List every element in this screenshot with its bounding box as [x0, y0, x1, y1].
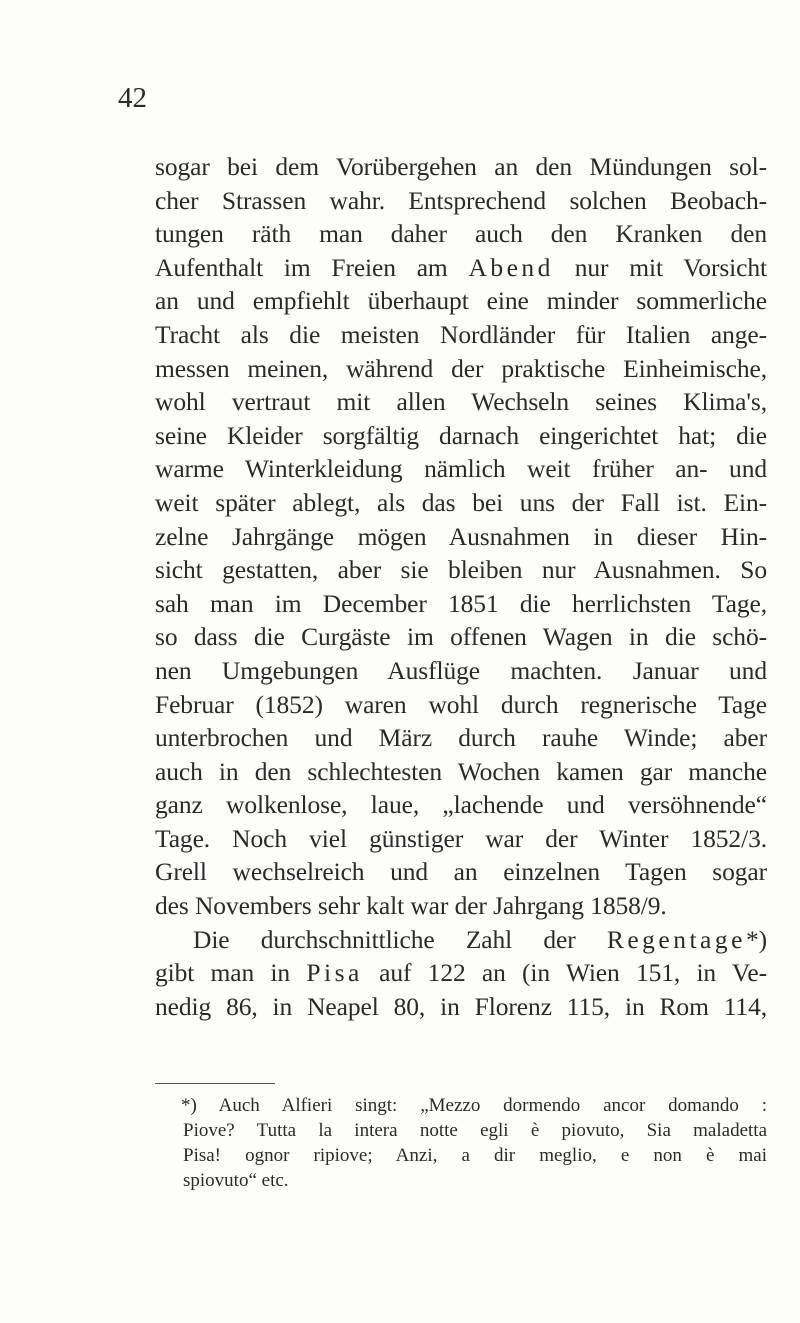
text-segment: nur mit Vorsicht [574, 252, 767, 282]
text-line: nedig 86, in Neapel 80, in Florenz 115, in Rom 114, [155, 991, 767, 1021]
footnote-line: Pisa! ognor ripiove; Anzi, a dir meglio, e non è mai [183, 1145, 767, 1166]
footnote [155, 1093, 767, 1193]
text-line: tungen räth man daher auch den Kranken den [155, 219, 767, 249]
text-line: des Novembers sehr kalt war der Jahrgang 1858/9. [155, 891, 667, 921]
text-line: an und empfiehlt überhaupt eine minder sommerliche [155, 286, 767, 316]
text-line: warme Winterkleidung nämlich weit früher an- und [155, 454, 767, 484]
text-line: sah man im December 1851 die herrlichsten Tage, [155, 588, 767, 618]
footnote-mark: *) [181, 1095, 197, 1116]
text-line: nen Umgebungen Ausflüge machten. Januar und [155, 655, 767, 685]
emphasis-abend: Abend [468, 252, 554, 282]
text-line: Februar (1852) waren wohl durch regnerische Tage [155, 689, 767, 719]
text-line: Tage. Noch viel günstiger war der Winter 1852/3. [155, 823, 767, 853]
text-line: so dass die Curgäste im offenen Wagen in die schö- [155, 622, 767, 652]
text-segment: Die durchschnittliche Zahl der [193, 924, 576, 954]
text-line: ganz wolkenlose, laue, „lachende und versöhnende“ [155, 790, 767, 820]
text-line: weit später ablegt, als das bei uns der Fall ist. Ein- [155, 487, 767, 517]
text-segment: Aufenthalt im Freien am [155, 252, 448, 282]
text-line: Tracht als die meisten Nordländer für Italien ange- [155, 319, 767, 349]
text-line: cher Strassen wahr. Entsprechend solchen Beobach- [155, 185, 767, 215]
footnote-reference: *) [745, 924, 767, 954]
text-line: zelne Jahrgänge mögen Ausnahmen in dieser Hin- [155, 521, 767, 551]
emphasis-pisa: Pisa [306, 958, 363, 988]
footnote-divider [155, 1083, 275, 1084]
text-segment: gibt man in [155, 958, 291, 988]
text-line: unterbrochen und März durch rauhe Winde; aber [155, 723, 767, 753]
text-line: messen meinen, während der praktische Einheimische, [155, 353, 767, 383]
emphasis-regentage: Regentage [606, 924, 746, 954]
text-line [155, 956, 767, 990]
footnote-line: Piove? Tutta la intera notte egli è piovuto, Sia maladetta [183, 1120, 767, 1141]
text-line: sicht gestatten, aber sie bleiben nur Ausnahmen. So [155, 555, 767, 585]
text-line: auch in den schlechtesten Wochen kamen gar manche [155, 756, 767, 786]
body-text [155, 150, 767, 1023]
footnote-line: spiovuto“ etc. [183, 1170, 289, 1191]
text-line: sogar bei dem Vorübergehen an den Mündungen sol- [155, 152, 767, 181]
text-line: wohl vertraut mit allen Wechseln seines Klima's, [155, 387, 767, 417]
text-line: Grell wechselreich und an einzelnen Tagen sogar [155, 857, 767, 887]
text-line [155, 923, 767, 957]
text-line [155, 251, 767, 285]
text-segment: auf 122 an (in Wien 151, in Ve- [379, 958, 767, 988]
footnote-line [155, 1093, 767, 1118]
text-line: seine Kleider sorgfältig darnach eingerichtet hat; die [155, 420, 767, 450]
text-segment: Auch Alfieri singt: „Mezzo dormendo ancor domando : [218, 1095, 767, 1116]
page-number: 42 [118, 82, 147, 114]
